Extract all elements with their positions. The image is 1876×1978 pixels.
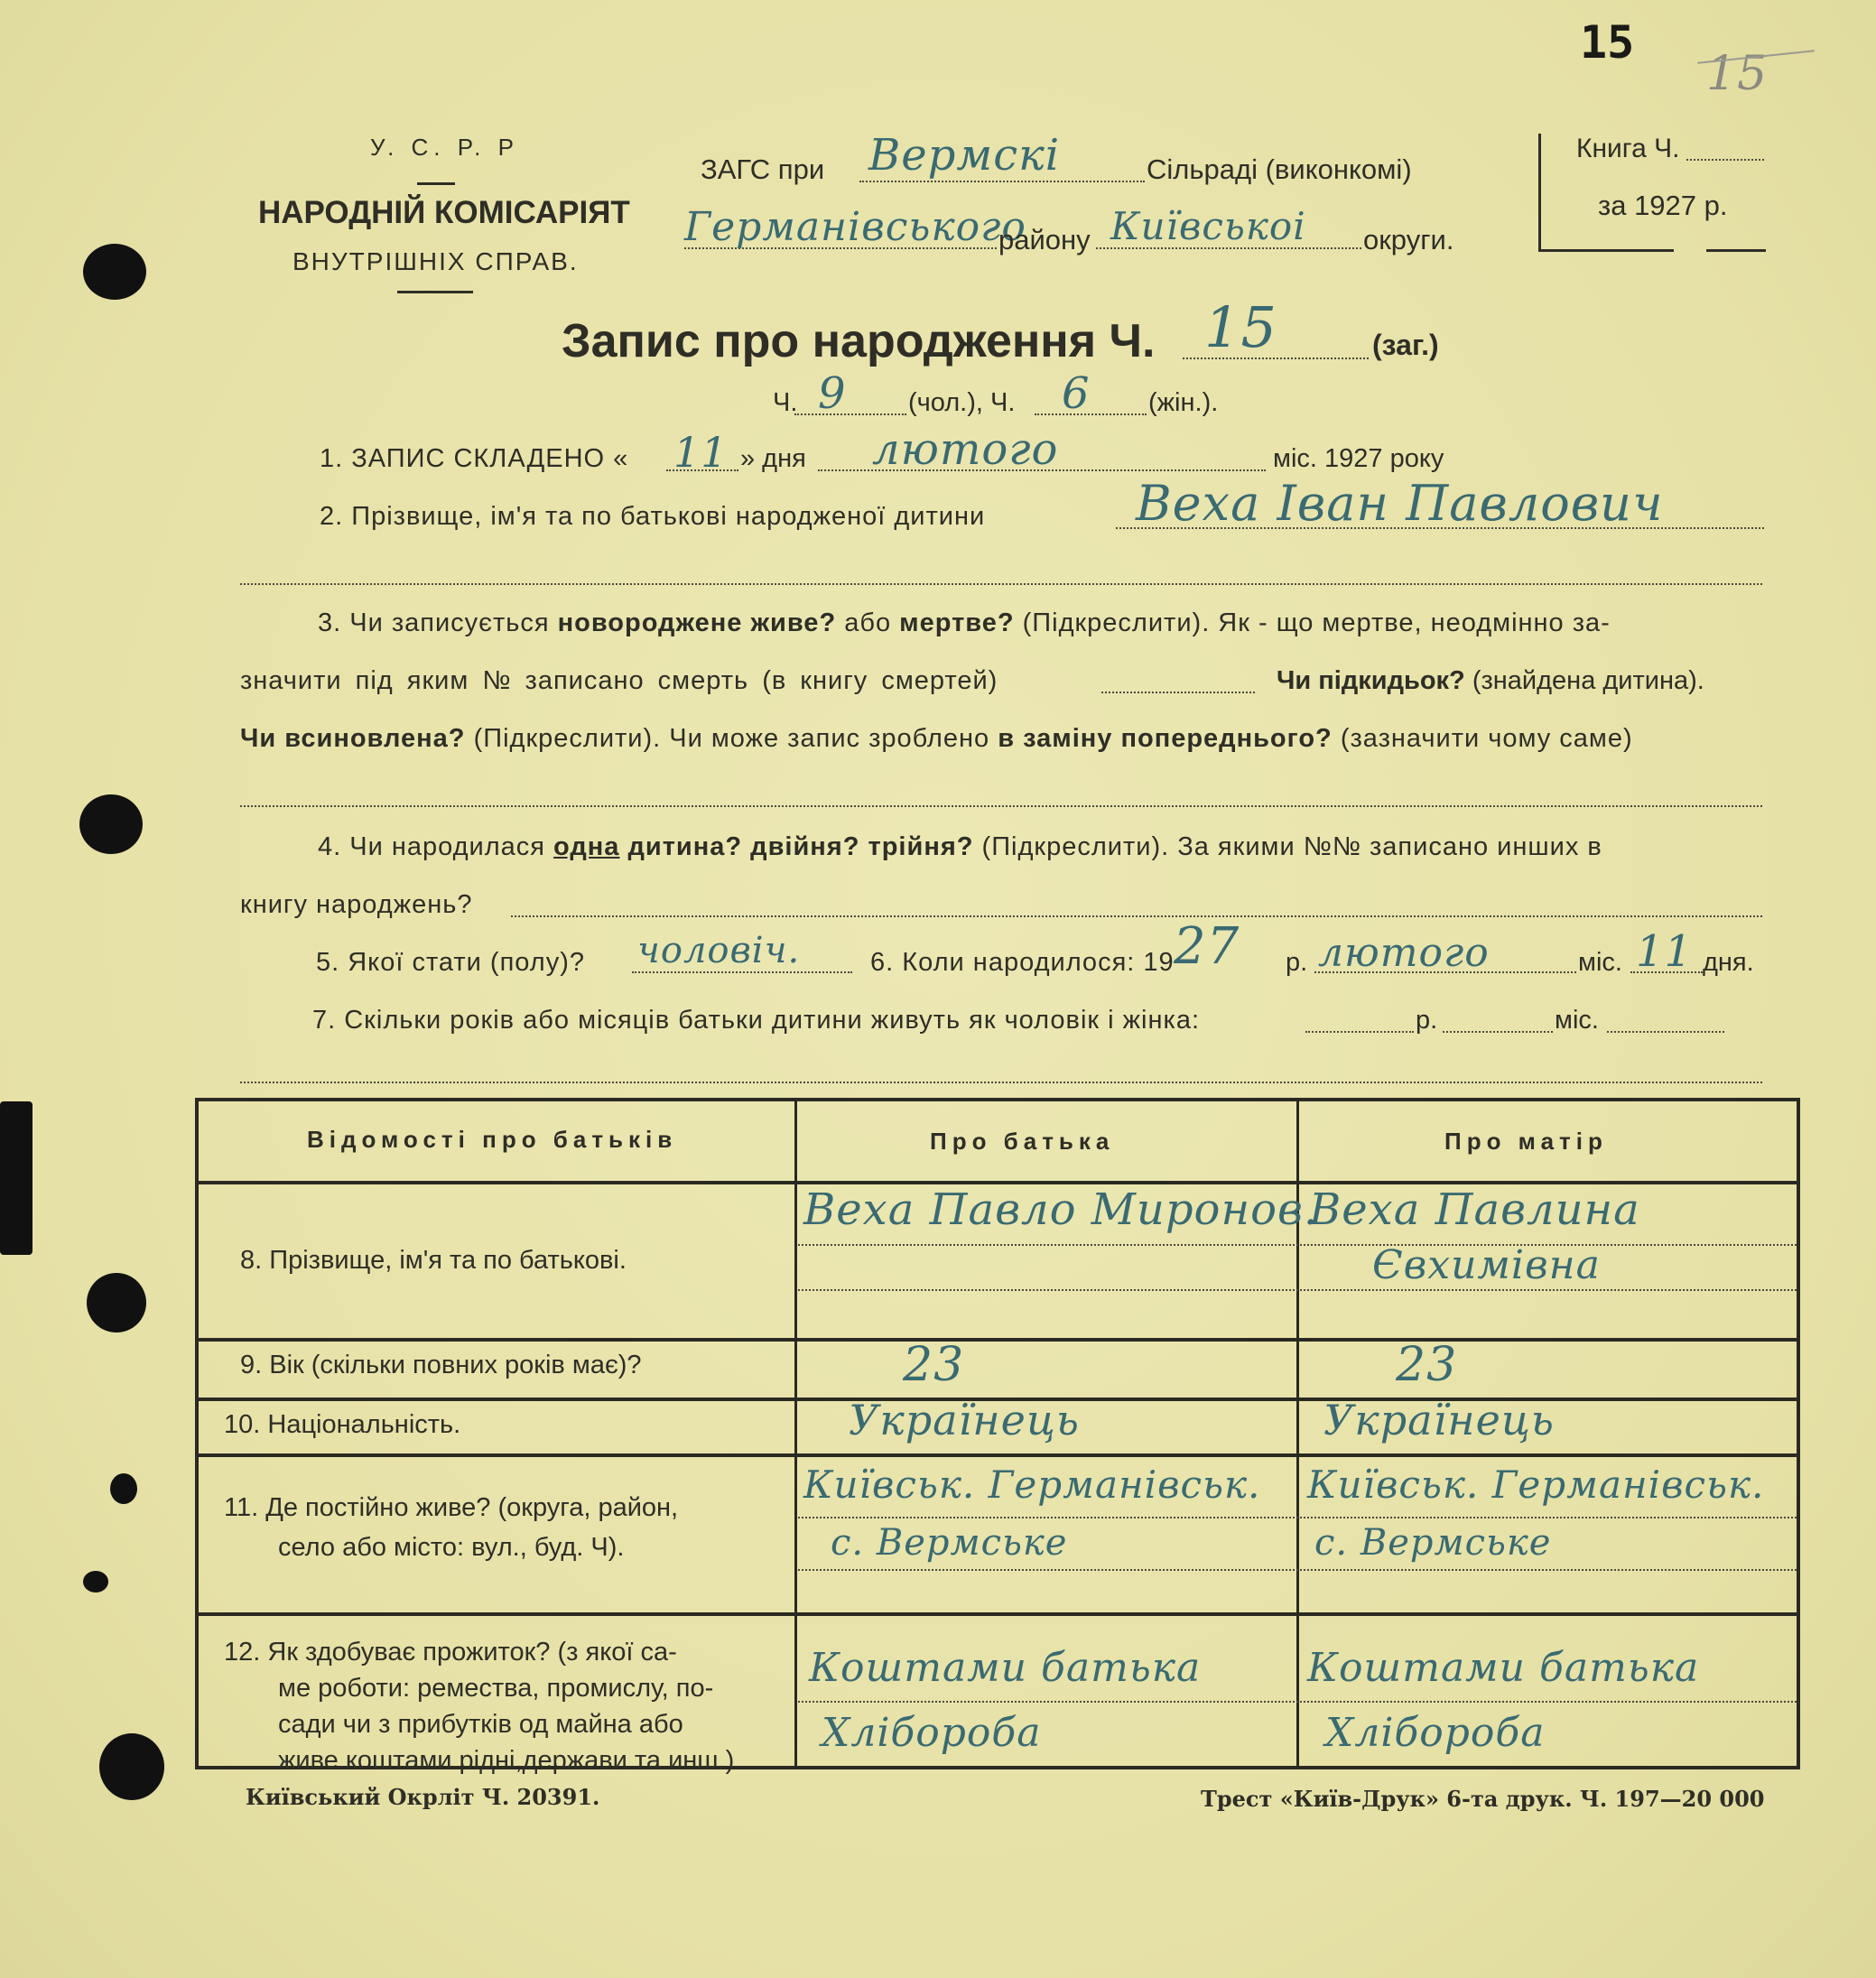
binder-hole: [110, 1473, 137, 1504]
item1-mid: » дня: [740, 444, 806, 473]
row12-mother-line2: Хлібороба: [1325, 1710, 1546, 1756]
commissariat-title: НАРОДНІЙ КОМІСАРІЯТ: [258, 195, 630, 230]
zags-village-value: Вермскі: [868, 130, 1061, 181]
row11-subline: [798, 1517, 1797, 1518]
row10-father: Українець: [849, 1396, 1080, 1444]
binder-hole: [99, 1733, 164, 1800]
female-line: [1035, 413, 1147, 415]
item7-extra-line: [240, 1082, 1762, 1083]
item3-adopted: Чи всиновлена?: [240, 724, 466, 753]
item6-dnia: дня.: [1703, 948, 1754, 977]
republic-label: У. С. Р. Р: [370, 134, 519, 161]
binder-hole: [87, 1273, 146, 1333]
table-row-divider: [199, 1612, 1797, 1616]
item3-alive: новороджене живе?: [557, 608, 837, 637]
item3-text: (Підкреслити). Як - що мертве, неодмінно за-: [1022, 608, 1611, 637]
binder-hole: [83, 244, 146, 300]
divider: [397, 291, 473, 293]
okruha-value: Київськоі: [1110, 204, 1306, 248]
table-row-divider: [199, 1453, 1797, 1457]
row11-mother-line2: с. Вермське: [1314, 1522, 1552, 1564]
binder-hole: [79, 794, 143, 854]
row11-father-line1: Київськ. Германівськ.: [803, 1463, 1261, 1507]
header-father: Про батька: [930, 1128, 1115, 1155]
row12-mother-line1: Коштами батька: [1307, 1645, 1700, 1691]
item4-line: [511, 915, 1762, 917]
item4-line2: книгу народжень?: [240, 890, 473, 919]
record-title: Запис про народження Ч.: [562, 315, 1156, 367]
zags-prefix: ЗАГС при: [701, 153, 825, 185]
district-label: району: [998, 224, 1091, 255]
table-col-divider: [794, 1101, 797, 1766]
item4-line1: [318, 832, 1602, 862]
item3-text: (знайдена дитина).: [1472, 666, 1704, 695]
item3-foundling: Чи підкидьок?: [1277, 666, 1465, 695]
item2-extra-line: [240, 583, 1762, 585]
header-mother: Про матір: [1444, 1128, 1608, 1155]
row11-father-line2: с. Вермське: [831, 1522, 1068, 1564]
book-number-line: [1686, 159, 1764, 161]
item7-years-line: [1305, 1031, 1414, 1033]
item3-death-line: [1101, 692, 1255, 693]
item6-day: 11: [1636, 926, 1694, 977]
item3-extra-line: [240, 805, 1762, 807]
row12-label-line1: 12. Як здобуває прожиток? (з якої са-: [224, 1638, 677, 1667]
parents-table: [195, 1098, 1800, 1775]
female-value: 6: [1062, 368, 1091, 419]
item4-child: дитина?: [627, 832, 743, 861]
record-number-value: 15: [1204, 294, 1277, 360]
row12-label-line4: живе коштами рідні,держави та инш.): [278, 1746, 735, 1775]
item6-mis: міс.: [1578, 948, 1622, 977]
row10-mother: Українець: [1323, 1396, 1555, 1444]
item6-r: р.: [1286, 948, 1308, 977]
female-suffix: (жін.).: [1148, 388, 1219, 417]
item2-value: Веха Іван Павлович: [1136, 475, 1664, 532]
row11-label-line2: село або місто: вул., буд. Ч).: [278, 1533, 625, 1562]
item7-r: р.: [1416, 1006, 1438, 1035]
item7-months-line-tail: [1607, 1031, 1724, 1033]
row11-label-line1: 11. Де постійно живе? (округа, район,: [224, 1493, 679, 1522]
book-box-bottom: [1706, 249, 1766, 252]
item3-line2: [240, 666, 998, 696]
item3-line3: [240, 724, 1633, 754]
item1-suffix: міс. 1927 року: [1273, 444, 1444, 473]
item6-year: 27: [1174, 917, 1240, 976]
binder-hole: [83, 1571, 108, 1593]
row11-subline: [798, 1569, 1797, 1571]
item7-mis: міс.: [1555, 1006, 1599, 1035]
book-year: за 1927 р.: [1598, 190, 1728, 221]
footer-right: Трест «Київ-Друк» 6-та друк. Ч. 197—20 000: [1201, 1786, 1765, 1812]
divider: [417, 182, 455, 185]
male-line: [794, 413, 906, 415]
item3-text: (зазначити чому саме): [1340, 724, 1633, 753]
item7-label: 7. Скільки років або місяців батьки дитини живуть як чоловік і жінка:: [312, 1006, 1201, 1035]
item6-month: лютого: [1318, 930, 1490, 976]
row8-father: Веха Павло Миронов.: [803, 1184, 1319, 1235]
male-suffix: (чол.), Ч.: [908, 388, 1016, 417]
record-title-suffix: (заг.): [1372, 329, 1439, 361]
row11-mother-line1: Київськ. Германівськ.: [1307, 1463, 1765, 1507]
row8-mother-line1: Веха Павлина: [1309, 1184, 1640, 1235]
male-label: Ч.: [773, 388, 798, 417]
binder-hole: [0, 1101, 33, 1255]
item1-month: лютого: [872, 424, 1059, 475]
item5-value: чоловіч.: [637, 930, 801, 971]
row8-subline: [798, 1289, 1797, 1291]
item4-text: (Підкреслити). За якими №№ записано инших в: [981, 832, 1602, 861]
item3-dead: мертве?: [899, 608, 1015, 637]
row9-father: 23: [903, 1338, 965, 1392]
item3-line2b: [1277, 666, 1704, 696]
item3-replacement: в заміну попереднього?: [998, 724, 1333, 753]
row12-father-line2: Хлібороба: [822, 1710, 1042, 1756]
row9-label: 9. Вік (скільки повних років має)?: [240, 1351, 642, 1379]
item5-label: 5. Якої стати (полу)?: [316, 948, 585, 977]
pencil-page-number: 15: [1706, 47, 1769, 101]
item4-one: одна: [553, 832, 620, 861]
table-row-divider: [199, 1338, 1797, 1342]
book-box-left: [1538, 134, 1541, 251]
row12-label-line3: сади чи з прибутків од майна або: [278, 1710, 683, 1739]
ministry-title: ВНУТРІШНІХ СПРАВ.: [293, 247, 579, 275]
item3-text: значити під яким № записано смерть (в книгу смертей): [240, 666, 998, 695]
item5-line: [632, 971, 852, 973]
row12-father-line1: Коштами батька: [809, 1645, 1202, 1691]
row10-label: 10. Національність.: [224, 1410, 461, 1439]
header-parents-info: Відомості про батьків: [307, 1126, 678, 1153]
row8-label: 8. Прізвище, ім'я та по батькові.: [240, 1246, 627, 1275]
item1-prefix: 1. ЗАПИС СКЛАДЕНО «: [320, 444, 629, 473]
item3-text: 3. Чи записується: [318, 608, 550, 637]
male-value: 9: [818, 368, 847, 419]
book-label: Книга Ч.: [1576, 134, 1680, 163]
item7-months-line: [1443, 1031, 1553, 1033]
okruha-label: округи.: [1363, 224, 1454, 255]
district-value: Германівського: [684, 204, 1026, 250]
item3-text: (Підкреслити). Чи може запис зроблено: [473, 724, 990, 753]
item4-text: 4. Чи народилася: [318, 832, 545, 861]
zags-village-line: [859, 181, 1145, 182]
row8-mother-line2: Євхимівна: [1372, 1242, 1601, 1288]
item1-day: 11: [673, 428, 729, 477]
row12-subline: [798, 1701, 1797, 1703]
item3-text: або: [844, 608, 892, 637]
footer-left: Київський Окрліт Ч. 20391.: [246, 1784, 600, 1810]
page-number: 15: [1580, 16, 1635, 69]
item3-line1: [318, 608, 1611, 638]
zags-suffix: Сільраді (виконкомі): [1147, 153, 1412, 185]
item2-label: 2. Прізвище, ім'я та по батькові народженої дитини: [320, 502, 986, 531]
row8-subline: [798, 1244, 1797, 1246]
row9-mother: 23: [1396, 1338, 1458, 1392]
book-box-bottom: [1538, 249, 1674, 252]
item4-triplets: трійня?: [868, 832, 974, 861]
item4-twins: двійня?: [750, 832, 860, 861]
item6-label: 6. Коли народилося: 19: [870, 948, 1175, 977]
row12-label-line2: ме роботи: ремества, промислу, по-: [278, 1674, 714, 1703]
